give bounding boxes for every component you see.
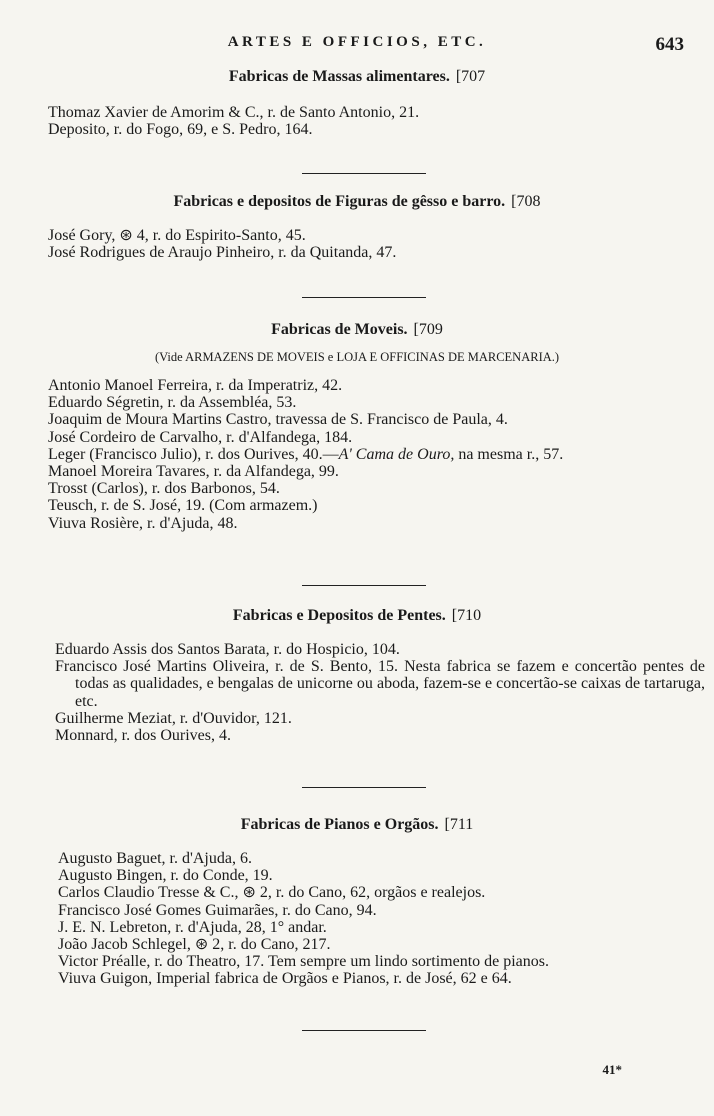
section-moveis (0, 319, 714, 532)
entry-list (0, 104, 714, 138)
signature-mark: 41* (602, 1062, 622, 1077)
running-head (0, 34, 714, 56)
running-title: ARTES E OFFICIOS, ETC. (227, 34, 487, 50)
section-title-text: Fabricas de Massas alimentares. (228, 68, 450, 85)
list-item: Trosst (Carlos), r. dos Barbonos, 54. (48, 480, 280, 498)
section-title-text: Fabricas e Depositos de Pentes. (232, 607, 446, 624)
section-figuras-gesso (0, 191, 714, 261)
list-item: José Gory, ⊛ 4, r. do Espirito-Santo, 45. (48, 227, 306, 244)
list-item: Francisco José Martins Oliveira, r. de S. Bento, 15. Nesta fabrica se fazem e concertão pentes de todas as qualidades, e bengalas de unicorne ou aboda, fazem-se e concertão-se caixas de tartaruga, etc. (55, 658, 705, 710)
list-item: Eduardo Assis dos Santos Barata, r. do Hospicio, 104. (55, 641, 400, 658)
section-title-text: Fabricas de Pianos e Orgãos. (240, 816, 439, 833)
section-divider (302, 787, 426, 788)
list-item: Teusch, r. de S. José, 19. (Com armazem.) (48, 497, 318, 515)
section-title (0, 319, 714, 341)
section-number: [708 (511, 193, 541, 210)
list-item: Monnard, r. dos Ourives, 4. (55, 727, 231, 745)
entry-list (0, 377, 714, 532)
section-title (0, 605, 714, 627)
entry-italic-text: A' Cama de Ouro, (338, 445, 455, 463)
list-item: Joaquim de Moura Martins Castro, travessa de S. Francisco de Paula, 4. (48, 411, 508, 429)
list-item: Deposito, r. do Fogo, 69, e S. Pedro, 164. (48, 121, 313, 139)
list-item: Thomaz Xavier de Amorim & C., r. de Santo Antonio, 21. (48, 104, 420, 121)
page-number: 643 (655, 34, 684, 55)
section-divider (302, 297, 426, 298)
list-item (0, 446, 714, 463)
section-number: [710 (451, 607, 482, 624)
entry-list (0, 641, 714, 744)
list-item: João Jacob Schlegel, ⊛ 2, r. do Cano, 217. (58, 936, 331, 954)
list-item: Eduardo Ségretin, r. da Assembléa, 53. (48, 394, 297, 412)
section-divider (302, 173, 426, 174)
list-item: Antonio Manoel Ferreira, r. da Imperatriz, 42. (48, 377, 343, 394)
section-massas-alimentares (0, 66, 714, 138)
entry-text: na mesma r., 57. (454, 445, 564, 463)
list-item: Guilherme Meziat, r. d'Ouvidor, 121. (55, 709, 292, 727)
entry-list (0, 227, 714, 261)
list-item: J. E. N. Lebreton, r. d'Ajuda, 28, 1° andar. (58, 918, 327, 936)
list-item: José Rodrigues de Araujo Pinheiro, r. da Quitanda, 47. (48, 244, 397, 262)
list-item: Viuva Guigon, Imperial fabrica de Orgãos e Pianos, r. de José, 62 e 64. (58, 970, 512, 988)
section-number: [707 (455, 68, 486, 85)
section-note: (Vide ARMAZENS DE MOVEIS e LOJA E OFFICINAS DE MARCENARIA.) (154, 350, 560, 364)
section-title (0, 66, 714, 88)
entry-text: Leger (Francisco Julio), r. dos Ourives, 40.— (48, 445, 339, 463)
section-title-text: Fabricas e depositos de Figuras de gêsso e barro. (173, 193, 506, 210)
section-title (0, 191, 714, 213)
list-item: Viuva Rosière, r. d'Ajuda, 48. (48, 514, 238, 532)
list-item: Victor Préalle, r. do Theatro, 17. Tem sempre um lindo sortimento de pianos. (58, 953, 550, 971)
section-divider (302, 1030, 426, 1031)
list-item: José Cordeiro de Carvalho, r. d'Alfandega, 184. (48, 428, 353, 446)
section-title-text: Fabricas de Moveis. (271, 321, 408, 338)
list-item: Augusto Bingen, r. do Conde, 19. (58, 867, 273, 885)
section-pianos (0, 814, 714, 988)
list-item: Francisco José Gomes Guimarães, r. do Cano, 94. (58, 901, 377, 919)
list-item: Carlos Claudio Tresse & C., ⊛ 2, r. do Cano, 62, orgãos e realejos. (58, 884, 486, 902)
section-number: [711 (444, 816, 474, 833)
list-item: Augusto Baguet, r. d'Ajuda, 6. (58, 850, 252, 867)
section-number: [709 (413, 321, 443, 338)
entry-list (0, 850, 714, 988)
section-pentes (0, 605, 714, 744)
list-item: Manoel Moreira Tavares, r. da Alfandega, 99. (48, 463, 339, 481)
section-title (0, 814, 714, 836)
section-divider (302, 585, 426, 586)
